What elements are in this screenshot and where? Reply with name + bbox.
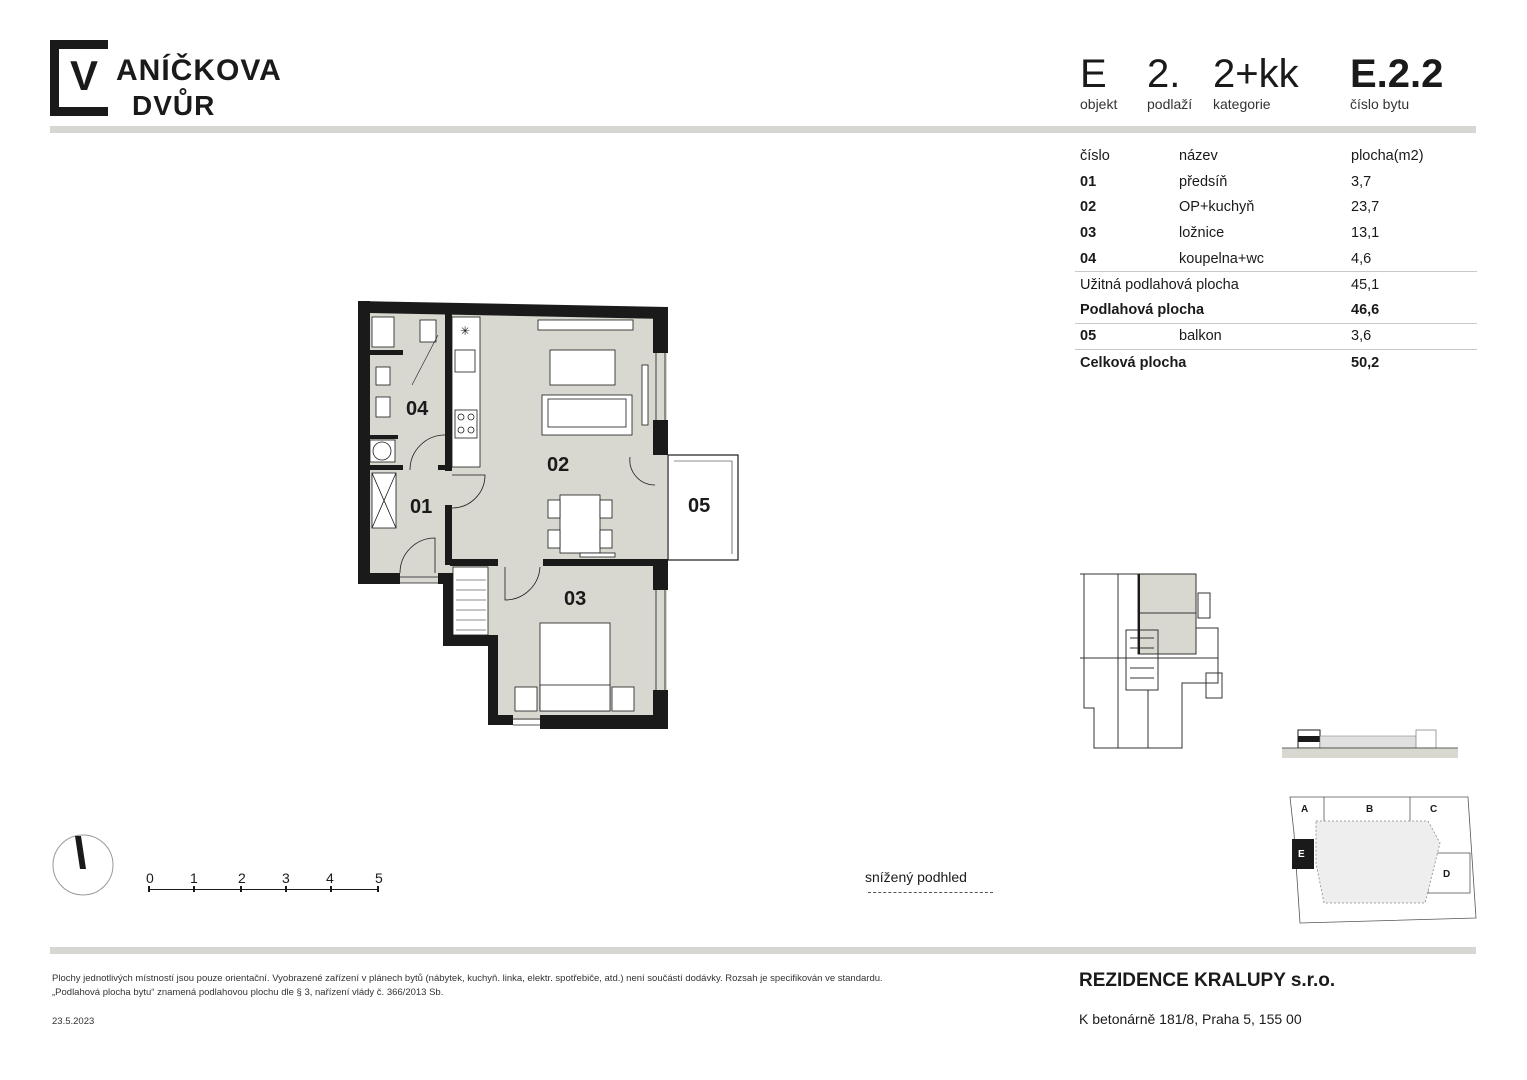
room-label-01: 01 bbox=[410, 496, 433, 518]
scale-tick-label: 4 bbox=[326, 870, 334, 886]
room-area: 4,6 bbox=[1351, 250, 1372, 267]
floor-label: podlaží bbox=[1147, 96, 1193, 112]
scale-tick-label: 0 bbox=[146, 870, 154, 886]
document-date: 23.5.2023 bbox=[52, 1016, 95, 1027]
room-number: 04 bbox=[1080, 250, 1097, 267]
balcony-row bbox=[1075, 324, 1477, 350]
room-name: předsíň bbox=[1179, 173, 1228, 190]
site-block-e: E bbox=[1298, 849, 1305, 860]
room-name: koupelna+wc bbox=[1179, 250, 1265, 267]
floor-area-row bbox=[1075, 298, 1477, 324]
balcony-area: 3,6 bbox=[1346, 324, 1477, 350]
logo-line2: DVŮR bbox=[132, 90, 216, 121]
table-header-row bbox=[1075, 143, 1477, 169]
object-value: E bbox=[1080, 52, 1107, 96]
category-label: kategorie bbox=[1213, 96, 1271, 112]
site-plan bbox=[1280, 793, 1480, 928]
unit-label: číslo bytu bbox=[1350, 96, 1410, 112]
object-label: objekt bbox=[1080, 96, 1118, 112]
room-label-04: 04 bbox=[406, 398, 429, 420]
site-block-d: D bbox=[1443, 869, 1451, 880]
summary-category bbox=[1213, 52, 1299, 112]
company-address: K betonárně 181/8, Praha 5, 155 00 bbox=[1079, 1011, 1302, 1027]
room-name: ložnice bbox=[1179, 225, 1225, 242]
legend-dashed-line bbox=[868, 892, 993, 893]
table-row bbox=[1075, 169, 1477, 195]
scale-tick-label: 3 bbox=[282, 870, 290, 886]
floor-area-label: Podlahová plocha bbox=[1080, 302, 1205, 319]
summary-floor bbox=[1147, 52, 1192, 112]
usable-area-value: 45,1 bbox=[1346, 272, 1477, 298]
balcony-name: balkon bbox=[1174, 324, 1346, 350]
room-area: 3,7 bbox=[1351, 173, 1372, 190]
footer-rule bbox=[50, 947, 1476, 954]
room-label-02: 02 bbox=[547, 454, 570, 476]
key-plan bbox=[1078, 568, 1228, 753]
table-row bbox=[1075, 246, 1477, 272]
company-name: REZIDENCE KRALUPY s.r.o. bbox=[1079, 970, 1336, 991]
summary-object bbox=[1080, 52, 1117, 112]
svg-text:✳: ✳ bbox=[460, 324, 471, 338]
balcony-number: 05 bbox=[1075, 324, 1174, 350]
floor-area-value: 46,6 bbox=[1351, 302, 1380, 319]
col-header-number: číslo bbox=[1080, 147, 1110, 164]
logo-letter: V bbox=[70, 52, 97, 99]
site-block-b: B bbox=[1366, 804, 1374, 815]
summary-unit bbox=[1350, 52, 1443, 112]
usable-area-row bbox=[1075, 272, 1477, 298]
room-number: 03 bbox=[1080, 225, 1097, 242]
site-block-a: A bbox=[1301, 804, 1309, 815]
room-label-03: 03 bbox=[564, 588, 587, 610]
brand-logo bbox=[50, 40, 300, 120]
section-diagram bbox=[1280, 718, 1460, 760]
room-number: 02 bbox=[1080, 199, 1097, 216]
wardrobe bbox=[372, 473, 396, 528]
area-table bbox=[1075, 143, 1477, 375]
room-area: 23,7 bbox=[1351, 199, 1380, 216]
total-area-value: 50,2 bbox=[1346, 349, 1477, 375]
usable-area-label: Užitná podlahová plocha bbox=[1075, 272, 1346, 298]
col-header-area: plocha(m2) bbox=[1351, 147, 1424, 164]
room-area: 13,1 bbox=[1351, 225, 1380, 242]
logo-line1: ANÍČKOVA bbox=[116, 54, 282, 87]
floor-value: 2. bbox=[1147, 52, 1181, 96]
legend-lowered-ceiling: snížený podhled bbox=[865, 869, 967, 885]
header-rule bbox=[50, 126, 1476, 133]
col-header-name: název bbox=[1179, 147, 1218, 164]
total-area-row bbox=[1075, 349, 1477, 375]
north-arrow-icon bbox=[50, 832, 116, 898]
disclaimer-line2: „Podlahová plocha bytu“ znamená podlahovou plochu dle § 3, nařízení vlády č. 366/2013 Sb. bbox=[52, 987, 444, 998]
table-row bbox=[1075, 195, 1477, 221]
kitchen-line bbox=[452, 317, 480, 467]
room-label-05: 05 bbox=[688, 495, 711, 517]
total-area-label: Celková plocha bbox=[1075, 349, 1346, 375]
room-name: OP+kuchyň bbox=[1179, 199, 1255, 216]
site-block-c: C bbox=[1430, 804, 1438, 815]
category-value: 2+kk bbox=[1213, 52, 1299, 96]
floor-fill bbox=[360, 305, 667, 720]
scale-bar bbox=[140, 868, 390, 898]
floor-plan bbox=[350, 295, 750, 740]
scale-tick-label: 1 bbox=[190, 870, 198, 886]
disclaimer bbox=[52, 972, 972, 1000]
disclaimer-line1: Plochy jednotlivých místností jsou pouze orientační. Vyobrazené zařízení v plánech bytů (nábytek, kuchyň. linka, elektr. spotřebiče, atd.) není součástí dodávky. Rozsah je specifikován ve standardu. bbox=[52, 973, 883, 984]
scale-tick-label: 5 bbox=[375, 870, 383, 886]
scale-tick-label: 2 bbox=[238, 870, 246, 886]
table-row bbox=[1075, 220, 1477, 246]
unit-value: E.2.2 bbox=[1350, 52, 1444, 96]
room-number: 01 bbox=[1080, 173, 1097, 190]
